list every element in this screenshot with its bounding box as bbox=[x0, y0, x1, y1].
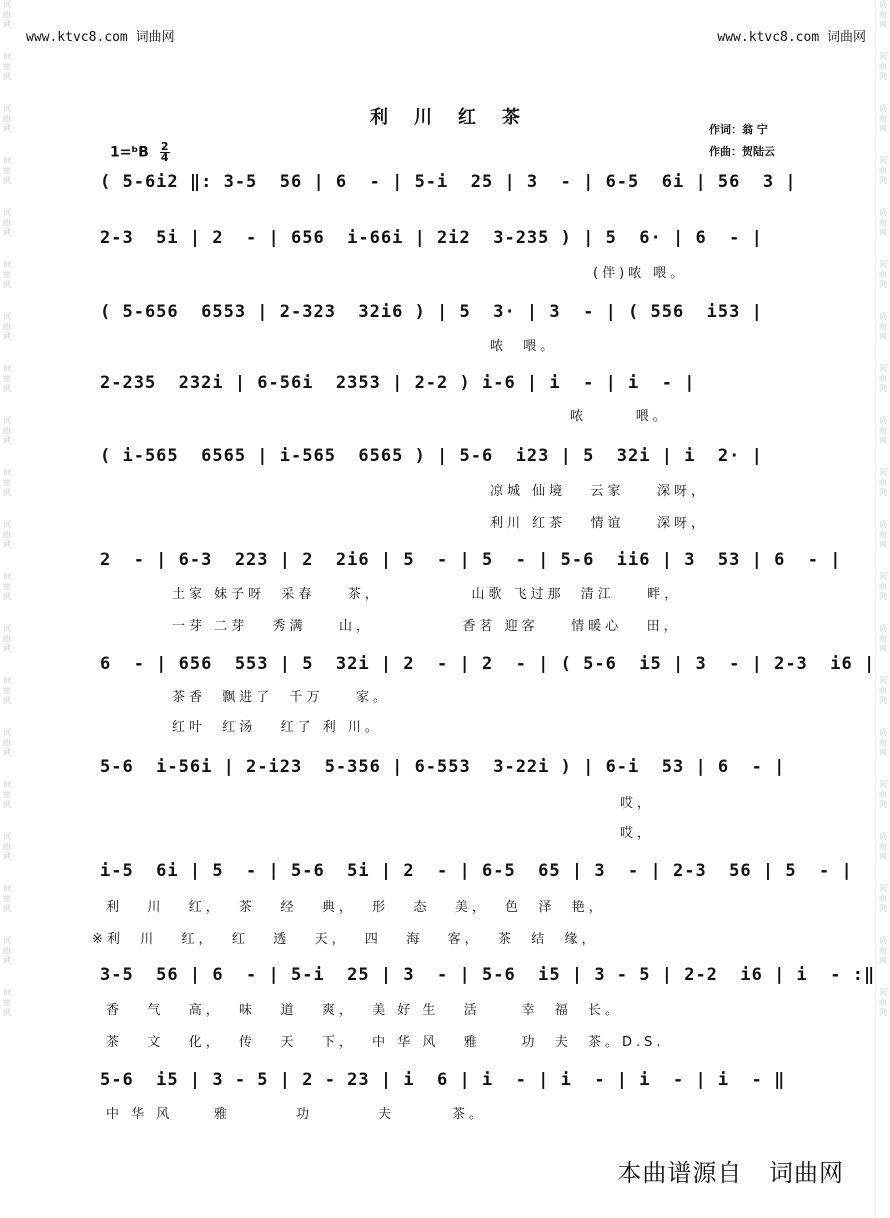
watermark-char: 曲 bbox=[3, 218, 11, 227]
watermark-char: 网 bbox=[879, 748, 887, 757]
key-signature bbox=[110, 142, 170, 163]
watermark-char: 网 bbox=[3, 124, 11, 133]
watermark-char: 曲 bbox=[3, 946, 11, 955]
watermark-group bbox=[3, 312, 11, 342]
watermark-group bbox=[3, 988, 11, 1018]
header-left-url[interactable] bbox=[26, 26, 175, 45]
watermark-char: 网 bbox=[3, 852, 11, 861]
watermark-group bbox=[3, 0, 11, 30]
left-watermark-strip bbox=[0, 0, 14, 1218]
watermark-char: 词 bbox=[879, 260, 887, 269]
watermark-char: 曲 bbox=[879, 582, 887, 591]
watermark-group bbox=[879, 260, 887, 290]
watermark-char: 曲 bbox=[879, 10, 887, 19]
lyric-line: 利 川 红， 茶 经 典， 形 态 美， 色 泽 艳， bbox=[106, 900, 606, 915]
watermark-char: 网 bbox=[879, 384, 887, 393]
watermark-char: 词 bbox=[3, 884, 11, 893]
watermark-char: 曲 bbox=[3, 62, 11, 71]
watermark-group bbox=[879, 468, 887, 498]
watermark-char: 网 bbox=[879, 436, 887, 445]
watermark-group bbox=[3, 156, 11, 186]
lyric-line: (伴)哝 喂。 bbox=[593, 266, 688, 281]
watermark-group bbox=[879, 520, 887, 550]
watermark-char: 网 bbox=[879, 176, 887, 185]
watermark-char: 网 bbox=[3, 540, 11, 549]
lyric-line: 哝 喂。 bbox=[570, 409, 670, 424]
watermark-char: 词 bbox=[3, 104, 11, 113]
lyric-line: 凉城 仙境 云家 深呀， bbox=[490, 484, 709, 499]
watermark-group bbox=[879, 572, 887, 602]
watermark-group bbox=[879, 936, 887, 966]
watermark-char: 曲 bbox=[879, 374, 887, 383]
watermark-char: 曲 bbox=[3, 114, 11, 123]
watermark-group bbox=[3, 260, 11, 290]
lyric-line: 哎， bbox=[620, 826, 655, 841]
watermark-char: 词 bbox=[3, 156, 11, 165]
watermark-char: 曲 bbox=[879, 634, 887, 643]
watermark-char: 曲 bbox=[879, 894, 887, 903]
staff-notes: 5-6 i5 | 3 - 5 | 2 - 23 | i 6 | i - | i - | i - | i - ‖ bbox=[100, 1070, 786, 1090]
staff-line-11 bbox=[100, 1070, 790, 1090]
watermark-char: 曲 bbox=[3, 634, 11, 643]
watermark-char: 词 bbox=[3, 728, 11, 737]
lyric-line: 哎， bbox=[620, 796, 655, 811]
watermark-group bbox=[3, 572, 11, 602]
staff-line-7 bbox=[100, 654, 876, 674]
header-left-url-text: www.ktvc8.com bbox=[26, 30, 128, 45]
watermark-char: 网 bbox=[879, 540, 887, 549]
watermark-char: 词 bbox=[879, 624, 887, 633]
watermark-group bbox=[3, 676, 11, 706]
staff-notes: ( 5-656 6553 | 2-323 32i6 ) | 5 3· | 3 - | ( 556 i53 | bbox=[100, 302, 763, 322]
watermark-char: 词 bbox=[879, 208, 887, 217]
watermark-group bbox=[879, 780, 887, 810]
watermark-group bbox=[879, 156, 887, 186]
time-signature-bottom: 4 bbox=[160, 151, 169, 164]
watermark-char: 曲 bbox=[879, 686, 887, 695]
watermark-char: 词 bbox=[879, 364, 887, 373]
lyric-line: 中 华 风 雅 功 夫 茶。 bbox=[106, 1107, 486, 1122]
watermark-group bbox=[879, 884, 887, 914]
footer-source-text: 本曲谱源自 bbox=[617, 1159, 743, 1187]
watermark-group bbox=[3, 832, 11, 862]
watermark-char: 曲 bbox=[879, 114, 887, 123]
watermark-char: 曲 bbox=[879, 790, 887, 799]
lyric-line: 利川 红茶 情谊 深呀， bbox=[490, 516, 709, 531]
watermark-group bbox=[879, 728, 887, 758]
staff-notes: 2-3 5i | 2 - | 656 i-66i | 2i2 3-235 ) | 5 6· | 6 - | bbox=[100, 228, 763, 248]
footer-site-name: 词曲网 bbox=[769, 1159, 844, 1187]
watermark-group bbox=[879, 624, 887, 654]
watermark-char: 网 bbox=[3, 20, 11, 29]
watermark-group bbox=[3, 884, 11, 914]
staff-notes: ( 5-6i2 ‖: 3-5 56 | 6 - | 5-i 25 | 3 - | 6-5 6i | 56 3 | bbox=[100, 172, 797, 192]
watermark-char: 词 bbox=[3, 416, 11, 425]
lyric-line: 茶 文 化， 传 天 下， 中 华 风 雅 功 夫 茶。D.S. bbox=[106, 1035, 665, 1050]
staff-line-8 bbox=[100, 757, 790, 777]
lyric-line: 红叶 红汤 红了 利 川。 bbox=[172, 720, 382, 735]
watermark-char: 曲 bbox=[879, 426, 887, 435]
watermark-char: 曲 bbox=[3, 998, 11, 1007]
watermark-char: 网 bbox=[3, 1008, 11, 1017]
watermark-group bbox=[3, 416, 11, 446]
key-signature-text: 1=ᵇB bbox=[110, 144, 149, 161]
watermark-char: 曲 bbox=[3, 166, 11, 175]
watermark-char: 网 bbox=[3, 72, 11, 81]
watermark-char: 曲 bbox=[3, 686, 11, 695]
watermark-char: 词 bbox=[879, 936, 887, 945]
staff-line-6 bbox=[100, 550, 842, 570]
lyric-line: 香 气 高， 味 道 爽， 美 好 生 活 幸 福 长。 bbox=[106, 1003, 622, 1018]
watermark-char: 网 bbox=[3, 644, 11, 653]
watermark-char: 网 bbox=[879, 332, 887, 341]
header-right-site-name: 词曲网 bbox=[826, 30, 866, 45]
watermark-char: 词 bbox=[3, 52, 11, 61]
lyric-line: 一芽 二芽 秀满 山， 香茗 迎客 情暖心 田， bbox=[172, 619, 681, 634]
song-title: 利川红茶 bbox=[370, 107, 546, 128]
watermark-char: 曲 bbox=[879, 478, 887, 487]
watermark-char: 词 bbox=[3, 572, 11, 581]
watermark-char: 词 bbox=[879, 676, 887, 685]
watermark-char: 曲 bbox=[879, 270, 887, 279]
watermark-char: 词 bbox=[879, 832, 887, 841]
watermark-char: 词 bbox=[3, 468, 11, 477]
watermark-char: 曲 bbox=[3, 270, 11, 279]
watermark-char: 曲 bbox=[879, 62, 887, 71]
watermark-char: 网 bbox=[879, 696, 887, 705]
watermark-char: 网 bbox=[879, 1008, 887, 1017]
watermark-group bbox=[879, 364, 887, 394]
watermark-char: 网 bbox=[3, 436, 11, 445]
lyric-line: 茶香 飘进了 千万 家。 bbox=[172, 690, 391, 705]
watermark-group bbox=[879, 208, 887, 238]
watermark-char: 曲 bbox=[3, 842, 11, 851]
watermark-char: 曲 bbox=[3, 790, 11, 799]
watermark-char: 网 bbox=[879, 228, 887, 237]
watermark-group bbox=[3, 52, 11, 82]
watermark-char: 词 bbox=[3, 624, 11, 633]
watermark-char: 词 bbox=[3, 208, 11, 217]
watermark-char: 词 bbox=[879, 156, 887, 165]
watermark-group bbox=[3, 364, 11, 394]
watermark-char: 词 bbox=[879, 520, 887, 529]
watermark-char: 词 bbox=[879, 312, 887, 321]
watermark-char: 曲 bbox=[3, 738, 11, 747]
watermark-char: 词 bbox=[879, 104, 887, 113]
watermark-group bbox=[879, 52, 887, 82]
watermark-char: 网 bbox=[3, 696, 11, 705]
lyricist-credit: 作词：翁 宁 bbox=[709, 123, 768, 136]
staff-notes: 6 - | 656 553 | 5 32i | 2 - | 2 - | ( 5-6 i5 | 3 - | 2-3 i6 | bbox=[100, 654, 876, 674]
watermark-char: 词 bbox=[879, 0, 887, 9]
watermark-char: 曲 bbox=[3, 530, 11, 539]
watermark-char: 网 bbox=[879, 488, 887, 497]
watermark-group bbox=[879, 832, 887, 862]
watermark-char: 网 bbox=[3, 800, 11, 809]
staff-line-3 bbox=[100, 302, 790, 322]
watermark-char: 词 bbox=[3, 312, 11, 321]
watermark-char: 网 bbox=[3, 384, 11, 393]
header-right-url[interactable] bbox=[717, 26, 866, 45]
watermark-char: 网 bbox=[3, 488, 11, 497]
watermark-char: 曲 bbox=[3, 478, 11, 487]
watermark-char: 词 bbox=[3, 780, 11, 789]
watermark-char: 曲 bbox=[879, 946, 887, 955]
header-right-url-text: www.ktvc8.com bbox=[717, 30, 820, 45]
watermark-char: 曲 bbox=[879, 322, 887, 331]
watermark-char: 网 bbox=[3, 280, 11, 289]
watermark-char: 词 bbox=[879, 416, 887, 425]
header-left-site-name: 词曲网 bbox=[135, 30, 175, 45]
watermark-char: 网 bbox=[3, 592, 11, 601]
watermark-char: 词 bbox=[3, 832, 11, 841]
staff-notes: i-5 6i | 5 - | 5-6 5i | 2 - | 6-5 65 | 3 - | 2-3 56 | 5 - | bbox=[100, 861, 853, 881]
watermark-group bbox=[879, 676, 887, 706]
lyric-line: ※利 川 红， 红 透 天， 四 海 客， 茶 结 缘， bbox=[92, 932, 599, 947]
watermark-char: 词 bbox=[3, 364, 11, 373]
watermark-char: 曲 bbox=[879, 218, 887, 227]
watermark-char: 词 bbox=[879, 780, 887, 789]
watermark-char: 词 bbox=[879, 884, 887, 893]
watermark-char: 网 bbox=[3, 904, 11, 913]
watermark-char: 网 bbox=[3, 228, 11, 237]
watermark-char: 网 bbox=[879, 800, 887, 809]
watermark-char: 网 bbox=[879, 956, 887, 965]
footer-source bbox=[617, 1153, 844, 1188]
watermark-char: 网 bbox=[3, 332, 11, 341]
watermark-char: 曲 bbox=[3, 322, 11, 331]
staff-line-10 bbox=[100, 965, 876, 985]
watermark-group bbox=[3, 468, 11, 498]
watermark-char: 网 bbox=[879, 592, 887, 601]
staff-notes: 2 - | 6-3 223 | 2 2i6 | 5 - | 5 - | 5-6 ii6 | 3 53 | 6 - | bbox=[100, 550, 842, 570]
watermark-char: 曲 bbox=[879, 842, 887, 851]
watermark-char: 词 bbox=[879, 572, 887, 581]
watermark-char: 网 bbox=[3, 956, 11, 965]
staff-notes: 3-5 56 | 6 - | 5-i 25 | 3 - | 5-6 i5 | 3 - 5 | 2-2 i6 | i - :‖ bbox=[100, 965, 876, 985]
watermark-char: 曲 bbox=[3, 10, 11, 19]
watermark-char: 网 bbox=[879, 644, 887, 653]
watermark-char: 曲 bbox=[879, 530, 887, 539]
watermark-group bbox=[879, 312, 887, 342]
watermark-char: 词 bbox=[879, 468, 887, 477]
right-watermark-strip bbox=[876, 0, 890, 1218]
time-signature bbox=[160, 142, 170, 163]
watermark-char: 词 bbox=[879, 988, 887, 997]
lyric-line: 哝 喂。 bbox=[490, 339, 558, 354]
watermark-group bbox=[3, 624, 11, 654]
staff-notes: ( i-565 6565 | i-565 6565 ) | 5-6 i23 | 5 32i | i 2· | bbox=[100, 446, 763, 466]
watermark-char: 词 bbox=[3, 260, 11, 269]
watermark-char: 网 bbox=[879, 852, 887, 861]
staff-line-2 bbox=[100, 228, 790, 248]
watermark-char: 词 bbox=[3, 520, 11, 529]
watermark-char: 曲 bbox=[3, 374, 11, 383]
watermark-char: 词 bbox=[3, 0, 11, 9]
watermark-char: 网 bbox=[879, 72, 887, 81]
staff-line-4 bbox=[100, 373, 790, 393]
watermark-char: 词 bbox=[3, 676, 11, 685]
watermark-char: 曲 bbox=[879, 998, 887, 1007]
watermark-group bbox=[3, 780, 11, 810]
staff-line-1 bbox=[100, 172, 797, 192]
staff-line-9 bbox=[100, 861, 853, 881]
watermark-char: 曲 bbox=[3, 894, 11, 903]
watermark-char: 曲 bbox=[879, 166, 887, 175]
watermark-group bbox=[3, 520, 11, 550]
watermark-char: 词 bbox=[3, 988, 11, 997]
watermark-group bbox=[3, 936, 11, 966]
watermark-char: 曲 bbox=[879, 738, 887, 747]
staff-line-5 bbox=[100, 446, 790, 466]
watermark-char: 网 bbox=[879, 20, 887, 29]
watermark-group bbox=[3, 208, 11, 238]
watermark-group bbox=[3, 728, 11, 758]
watermark-char: 网 bbox=[3, 176, 11, 185]
watermark-char: 网 bbox=[3, 748, 11, 757]
page-border bbox=[875, 0, 876, 1218]
watermark-char: 网 bbox=[879, 904, 887, 913]
watermark-char: 词 bbox=[3, 936, 11, 945]
lyric-line: 土家 妹子呀 采春 茶， 山歌 飞过那 清江 畔， bbox=[172, 587, 682, 602]
time-signature-top: 2 bbox=[160, 140, 169, 153]
watermark-char: 曲 bbox=[3, 426, 11, 435]
composer-credit: 作曲：贺陆云 bbox=[709, 145, 775, 158]
watermark-char: 网 bbox=[879, 280, 887, 289]
watermark-char: 词 bbox=[879, 52, 887, 61]
watermark-group bbox=[879, 0, 887, 30]
watermark-char: 曲 bbox=[3, 582, 11, 591]
watermark-group bbox=[879, 416, 887, 446]
watermark-group bbox=[879, 988, 887, 1018]
staff-notes: 5-6 i-56i | 2-i23 5-356 | 6-553 3-22i ) | 6-i 53 | 6 - | bbox=[100, 757, 786, 777]
staff-notes: 2-235 232i | 6-56i 2353 | 2-2 ) i-6 | i - | i - | bbox=[100, 373, 696, 393]
watermark-char: 网 bbox=[879, 124, 887, 133]
watermark-char: 词 bbox=[879, 728, 887, 737]
